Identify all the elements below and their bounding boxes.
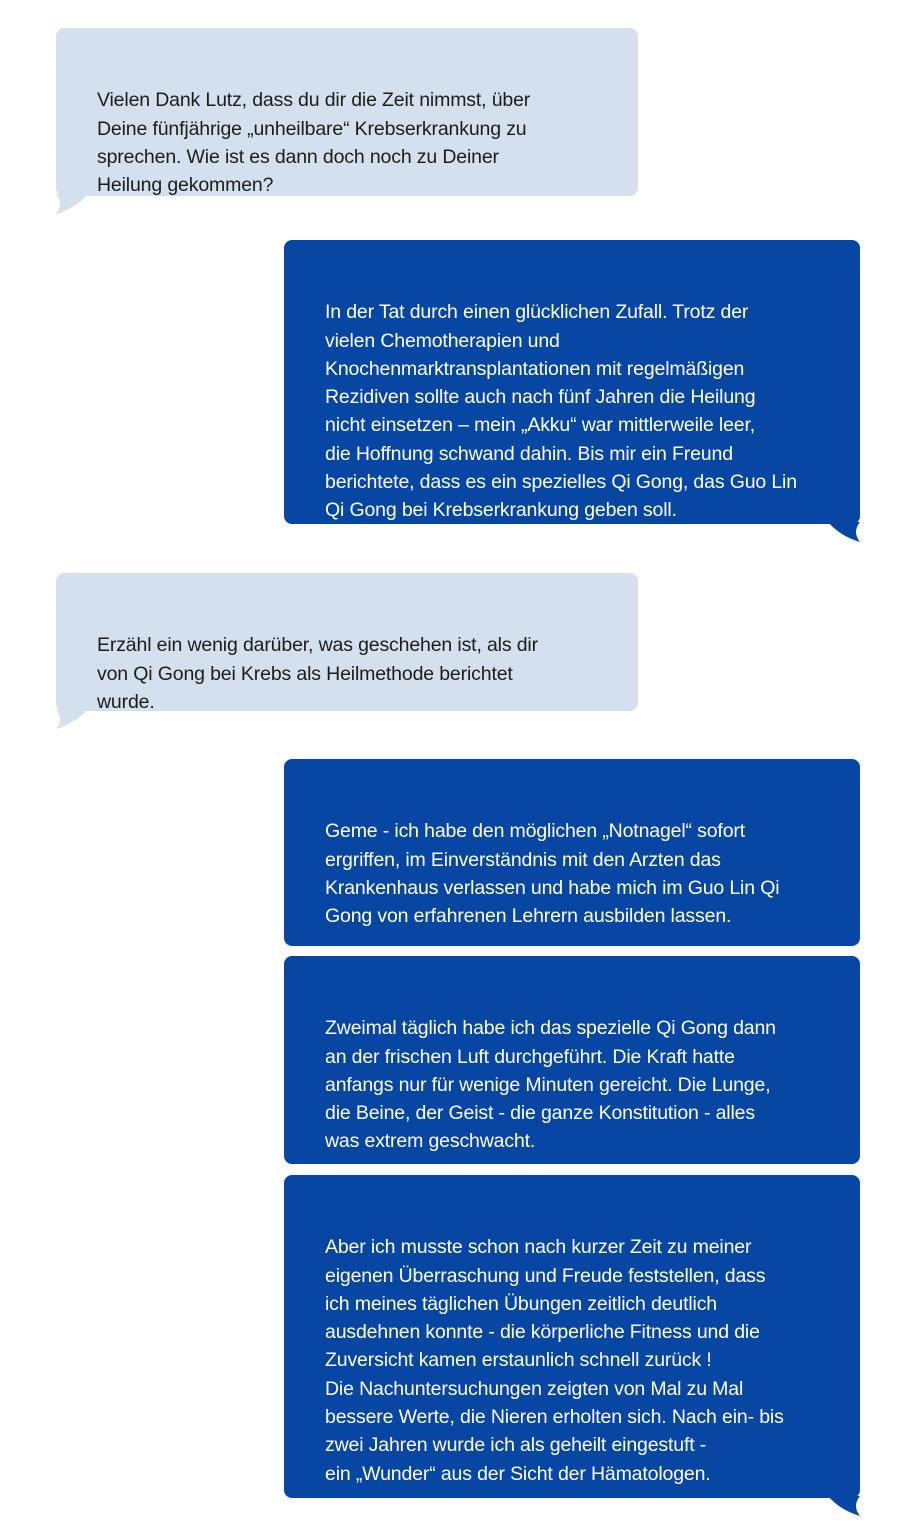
question-bubble-2 <box>56 573 638 711</box>
answer-bubble-2 <box>284 759 860 946</box>
speech-bubble-tail-right <box>826 1496 860 1518</box>
question-bubble-1 <box>56 28 638 196</box>
answer-bubble-4 <box>284 1175 860 1498</box>
message-text: Erzähl ein wenig darüber, was geschehen ist, als dir von Qi Gong bei Krebs als Heilmethode berichtet wurde. <box>97 634 538 713</box>
speech-bubble-tail-left <box>56 709 90 731</box>
speech-bubble-tail-left <box>56 194 90 216</box>
answer-bubble-1 <box>284 240 860 524</box>
message-text: Vielen Dank Lutz, dass du dir die Zeit nimmst, über Deine fünfjährige „unheilbare“ Krebserkrankung zu sprechen. Wie ist es dann doch noch zu Deiner Heilung gekommen? <box>97 89 531 197</box>
message-text: In der Tat durch einen glücklichen Zufall. Trotz der vielen Chemotherapien und Knochenmarktransplantationen mit regelmäßigen Rezidiven sollte auch nach fünf Jahren die Heilung nicht einsetzen – mein „Akku“ war mittlerweile leer, die Hoffnung schwand dahin. Bis mir ein Freund berichtete, dass es ein spezielles Qi Gong, das Guo Lin Qi Gong bei Krebserkrankung geben soll. <box>325 301 797 522</box>
answer-bubble-3 <box>284 956 860 1164</box>
message-text: Zweimal täglich habe ich das spezielle Qi Gong dann an der frischen Luft durchgeführt. Die Kraft hatte anfangs nur für wenige Minuten gereicht. Die Lunge, die Beine, der Geist - die ganze Konstitution - alles was extrem geschwacht. <box>325 1017 776 1153</box>
message-text: Aber ich musste schon nach kurzer Zeit zu meiner eigenen Überraschung und Freude feststellen, dass ich meines täglichen Übungen zeitlich deutlich ausdehnen konnte - die körperliche Fitness und die Zuversicht kamen erstaunlich schnell zurück ! Die Nachuntersuchungen zeigten von Mal zu Mal bessere Werte, die Nieren erholten sich. Nach ein- bis zwei Jahren wurde ich als geheilt eingestuft - ein „Wunder“ aus der Sicht der Hämatologen. <box>325 1236 784 1485</box>
speech-bubble-tail-right <box>826 522 860 544</box>
message-text: Geme - ich habe den möglichen „Notnagel“ sofort ergriffen, im Einverständnis mit den Arzten das Krankenhaus verlassen und habe mich im Guo Lin Qi Gong von erfahrenen Lehrern ausbilden lassen. <box>325 820 780 928</box>
